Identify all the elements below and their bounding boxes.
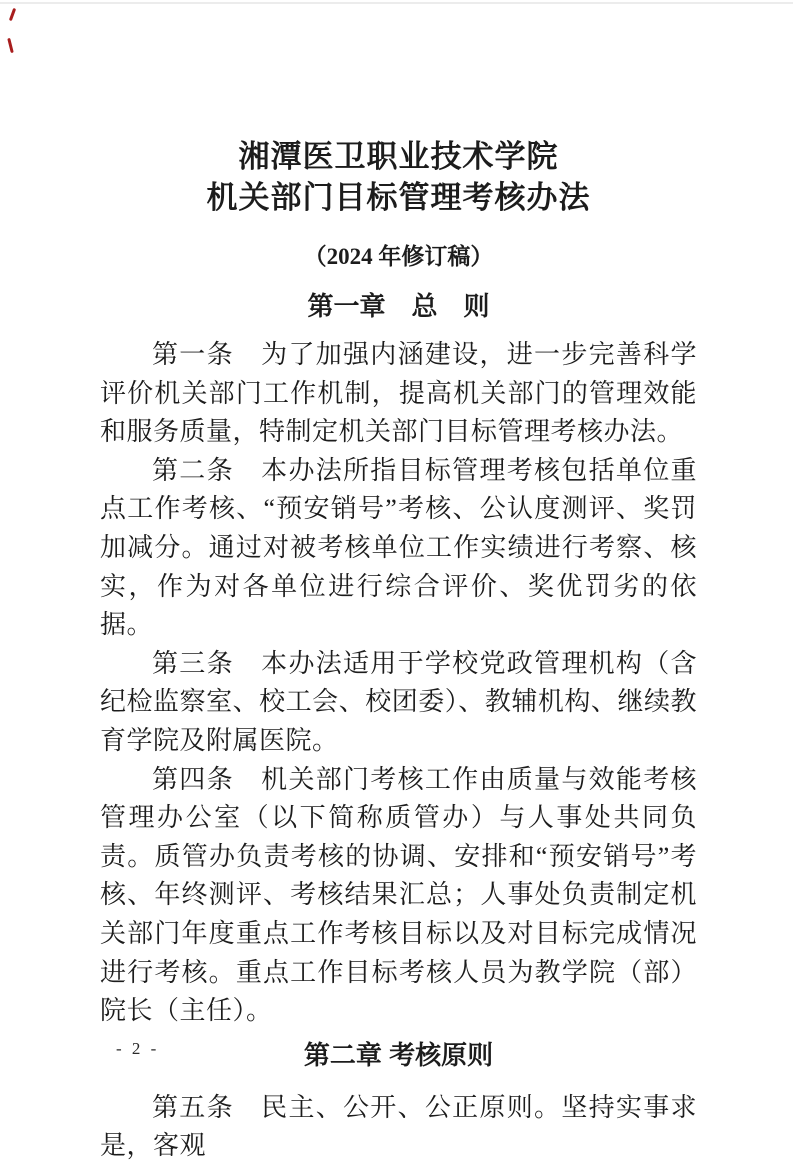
paragraph-article-3: 第三条 本办法适用于学校党政管理机构（含纪检监察室、校工会、校团委）、教辅机构、继续教育学院及附属医院。 [100,648,697,755]
chapter-2-heading: 第二章 考核原则 [303,1039,494,1070]
chapter-1-heading: 第一章 总 则 [307,291,490,321]
page-number: - 2 - [116,1039,160,1058]
document-subtitle: （2024 年修订稿） [303,244,494,269]
document-title-line1: 湘潭医卫职业技术学院 [238,139,559,174]
paragraph-article-4: 第四条 机关部门考核工作由质量与效能考核管理办公室（以下简称质管办）与人事处共同负责。质管办负责考核的协调、安排和“预安销号”考核、年终测评、考核结果汇总；人事处负责制定机关部门年度重点工作考核目标以及对目标完成情况进行考核。重点工作目标考核人员为教学院（部）院长（主任）。 [100,764,697,1026]
document-title [100,136,697,218]
paragraph-article-2: 第二条 本办法所指目标管理考核包括单位重点工作考核、“预安销号”考核、公认度测评、奖罚加减分。通过对被考核单位工作实绩进行考察、核实，作为对各单位进行综合评价、奖优罚劣的依据。 [100,455,697,640]
document-title-line2: 机关部门目标管理考核办法 [206,180,591,215]
paragraph-article-5: 第五条 民主、公开、公正原则。坚持实事求是，客观 [100,1092,697,1161]
chapter-1-body [100,336,697,1031]
chapter-2-body [100,1089,697,1166]
paragraph-article-1: 第一条 为了加强内涵建设，进一步完善科学评价机关部门工作机制，提高机关部门的管理效能和服务质量，特制定机关部门目标管理考核办法。 [100,340,697,447]
